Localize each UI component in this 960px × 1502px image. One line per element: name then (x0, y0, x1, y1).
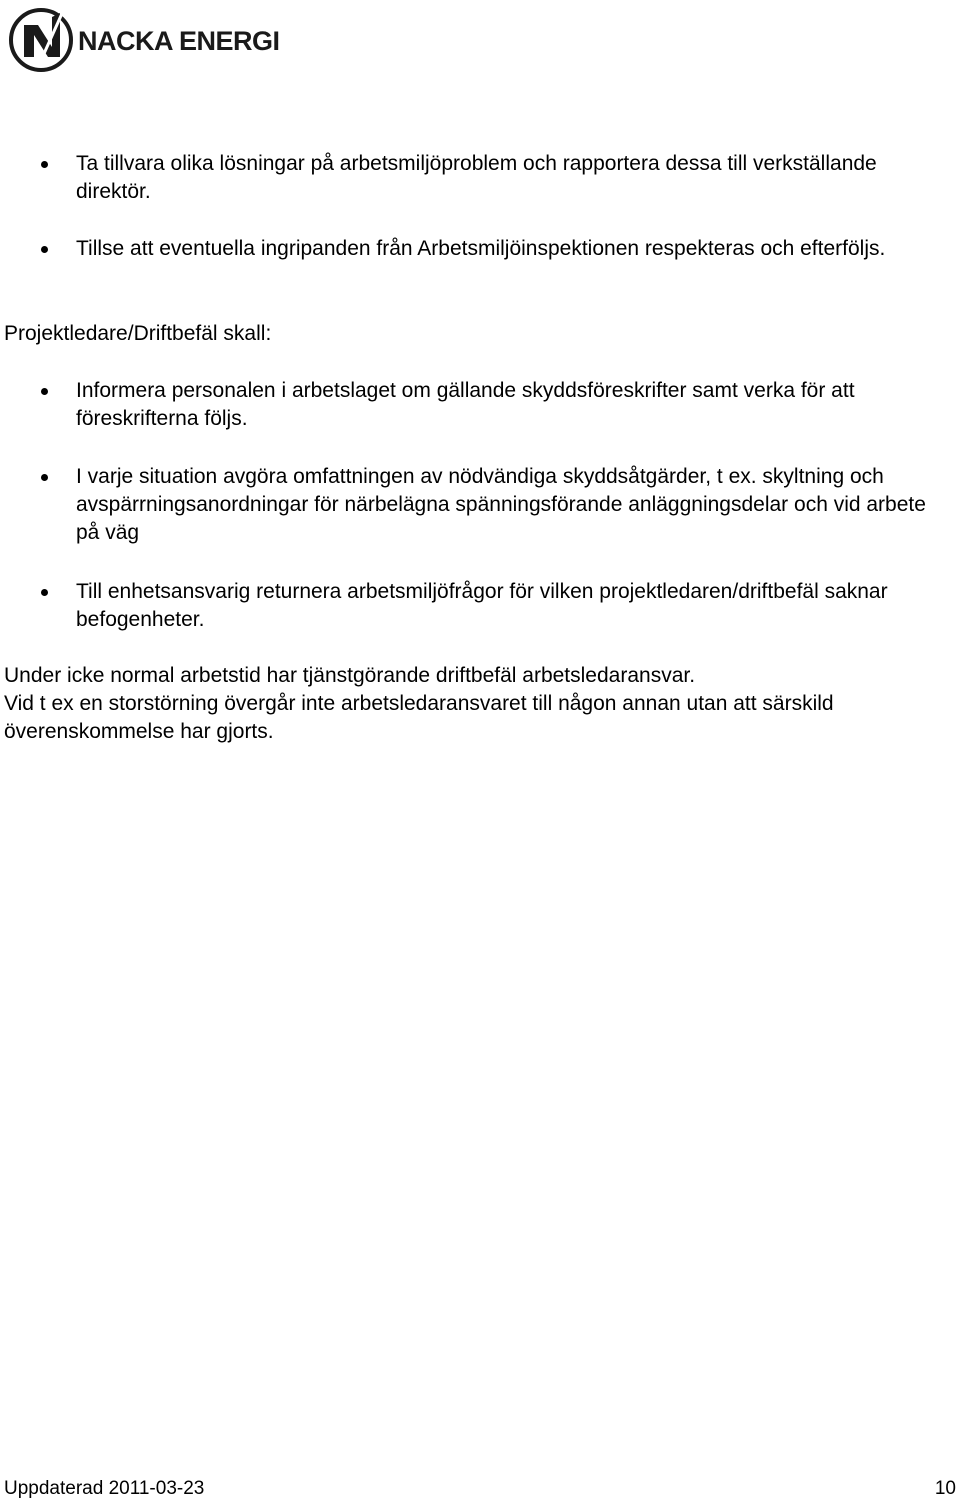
list-item: Ta tillvara olika lösningar på arbetsmiljöproblem och rapportera dessa till verkställande direktör. (76, 152, 877, 203)
list-item: Informera personalen i arbetslaget om gällande skyddsföreskrifter samt verka för att föreskrifterna följs. (76, 379, 855, 430)
bullet-icon (41, 246, 48, 253)
logo-text: NACKA ENERGI (78, 25, 280, 56)
closing-paragraph-line1: Under icke normal arbetstid har tjänstgörande driftbefäl arbetsledaransvar. (4, 664, 696, 687)
bullet-icon (41, 589, 48, 596)
section-heading: Projektledare/Driftbefäl skall: (4, 322, 272, 345)
bullet-icon (41, 474, 48, 481)
page-number: 10 (934, 1478, 956, 1499)
bullet-icon (41, 161, 48, 168)
bullet-icon (41, 388, 48, 395)
updated-date: Uppdaterad 2011-03-23 (4, 1478, 205, 1499)
company-logo (8, 4, 308, 76)
list-item: Tillse att eventuella ingripanden från Arbetsmiljöinspektionen respekteras och efterföljs. (76, 237, 886, 260)
list-item: I varje situation avgöra omfattningen av nödvändiga skyddsåtgärder, t ex. skyltning och avspärrningsanordningar för närbelägna spänningsförande anläggningsdelar och vid arbete på väg (76, 465, 926, 544)
list-item: Till enhetsansvarig returnera arbetsmiljöfrågor för vilken projektledaren/driftbefäl saknar befogenheter. (76, 580, 888, 631)
closing-paragraph-line2: Vid t ex en storstörning övergår inte arbetsledaransvaret till någon annan utan att särskild överenskommelse har gjorts. (4, 692, 834, 743)
nacka-energi-logo-icon (8, 7, 74, 73)
